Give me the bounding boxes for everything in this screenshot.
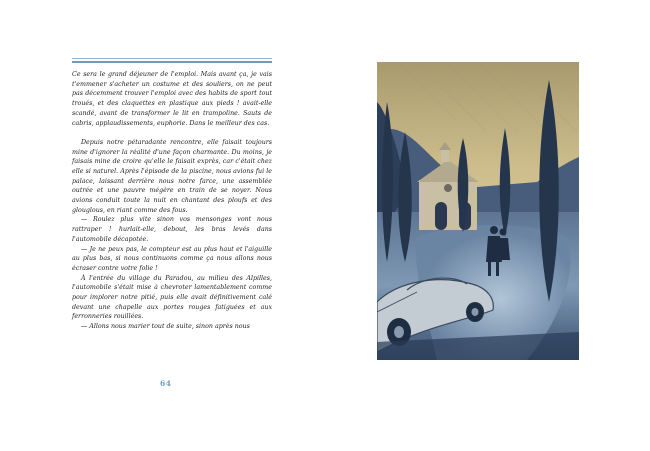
paragraph-2: Depuis notre pétaradante rencontre, elle faisait toujours mine d'ignorer la réalité d'une façon charmante. Du moins, je faisais mine de croire qu'elle le faisait exprès, car c'était chez elle si naturel. Après l'épisode de la piscine, nous avions fui le palace, laissant derrière nous notre farce, une assemblée outrée et une pauvre mégère en train de se noyer. Nous avions conduit toute la nuit en chantant des ploufs et des glouglous, en riant comme des fous. (72, 138, 272, 214)
page-number: 64 (160, 379, 172, 388)
paragraph-3: — Roulez plus vite sinon vos mensonges vont nous rattraper ! hurlait-elle, debout, les bras levés dans l'automobile décapotée. (72, 216, 272, 243)
paragraph-1: Ce sera le grand déjeuner de l'emploi. Mais avant ça, je vais t'emmener s'acheter un costume et des souliers, on ne peut pas décemment trouver l'emploi avec des habits de sport tout troués, et des claquettes en plastique aux pieds ! avait-elle scandé, avant de transformer le lit en trampoline. Sauts de cabris, applaudissements, euphorie. Dans le meilleur des cas. (72, 71, 272, 127)
body-text (72, 70, 272, 332)
top-rule-thick (72, 61, 272, 63)
paragraph-4: — Je ne peux pas, le compteur est au plus haut et l'aiguille au plus bas, si nous continuons comme ça nous allons nous écraser contre votre folie ! (72, 245, 272, 272)
top-rule (72, 58, 272, 59)
paragraph-6: — Allons nous marier tout de suite, sinon après nous (81, 323, 250, 331)
chapel-couple-car-illustration (377, 62, 579, 360)
paragraph-5: À l'entrée du village du Paradou, au milieu des Alpilles, l'automobile s'était mise à chevroter lamentablement comme pour implorer notre pitié, puis elle avait définitivement calé devant une chapelle aux portes rouges fatiguées et aux ferronneries rouillées. (72, 274, 272, 321)
